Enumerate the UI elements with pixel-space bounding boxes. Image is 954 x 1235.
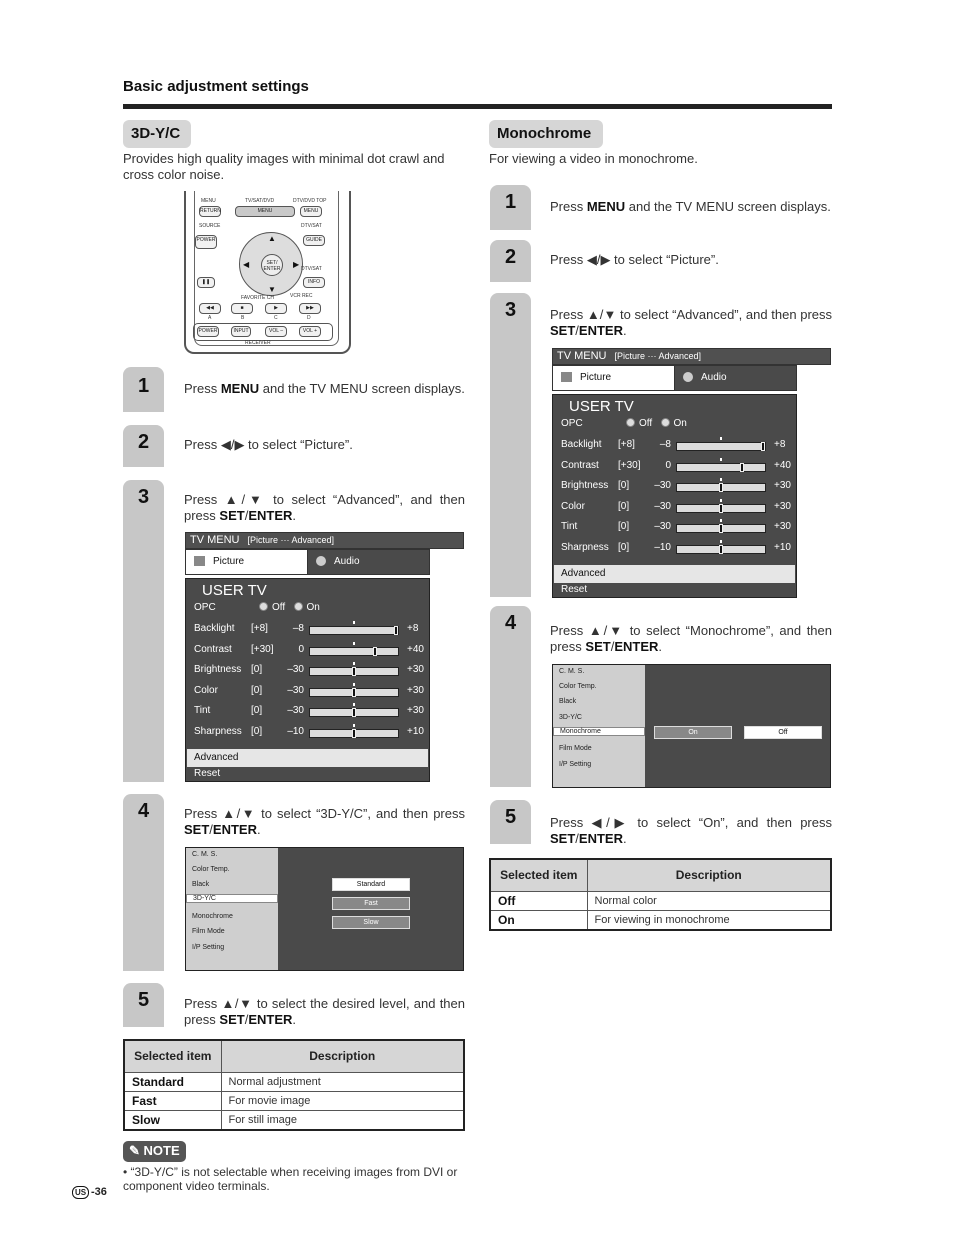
remote-label: A xyxy=(208,315,212,321)
slider-bar xyxy=(676,504,766,513)
user-tv-title: USER TV xyxy=(202,582,267,599)
slider-current: [0] xyxy=(618,521,630,532)
submenu-item: Black xyxy=(192,881,210,888)
slider-min: –8 xyxy=(659,439,671,450)
submenu-item-selected: 3D-Y/C xyxy=(186,894,278,903)
option-standard: Standard xyxy=(332,878,410,891)
tv-menu-screenshot xyxy=(552,348,831,598)
power-button: POWER xyxy=(195,235,217,249)
slider-current: [0] xyxy=(251,664,263,675)
slider-center-tick xyxy=(353,621,355,624)
tv-menu-tabs xyxy=(185,549,430,575)
step-number: 3 xyxy=(504,299,517,321)
section-tab-3dyc: 3D-Y/C xyxy=(123,120,191,148)
user-tv-panel: USER TV OPC Off On Backlight [+8] –8 +8 Contrast [+30] 0 +40 Brightness [0] –30 +30 Color [0] –30 +30 Tint [0] –30 +30 Sharpness [0] –10 +10 Advanced Reset xyxy=(185,578,430,782)
slider-bar xyxy=(309,647,399,656)
table-cell-value: For viewing in monochrome xyxy=(587,910,831,930)
slider-bar xyxy=(309,708,399,717)
table-header-row xyxy=(490,859,831,891)
tab-picture: Picture xyxy=(553,366,675,390)
step-text: Press ▲/▼ to select “Advanced”, and then press SET/ENTER. xyxy=(550,307,832,338)
slider-thumb xyxy=(352,688,356,697)
picture-icon xyxy=(561,372,572,382)
menu-item-reset: Reset xyxy=(194,768,221,779)
table-cell-key: Fast xyxy=(124,1091,221,1110)
page-header: Basic adjustment settings xyxy=(123,78,309,95)
step-text: Press MENU and the TV MENU screen displays. xyxy=(550,199,831,214)
intro-3dyc: Provides high quality images with minimal dot crawl and cross color noise. xyxy=(123,151,445,182)
slider-label: Contrast xyxy=(561,459,599,471)
remote-label: VCR REC xyxy=(290,293,313,299)
slider-thumb xyxy=(352,667,356,676)
receiver-power-button: POWER xyxy=(197,326,219,337)
arrow-left-icon: ◀ xyxy=(243,260,250,269)
submenu-item: 3D-Y/C xyxy=(559,714,582,721)
submenu-item: Color Temp. xyxy=(192,866,230,873)
slider-center-tick xyxy=(353,662,355,665)
slider-max: +10 xyxy=(774,541,791,553)
table-row xyxy=(124,1091,464,1110)
slider-current: [+8] xyxy=(251,623,268,634)
slider-label: Tint xyxy=(561,521,578,532)
submenu-item: Black xyxy=(559,698,577,705)
slider-center-tick xyxy=(720,437,722,440)
menu-item-advanced: Advanced xyxy=(554,565,795,583)
tab-audio: Audio xyxy=(675,366,796,390)
header-rule xyxy=(123,104,832,109)
slider-max: +30 xyxy=(774,480,791,491)
slider-min: –30 xyxy=(287,705,304,716)
slider-center-tick xyxy=(720,499,722,502)
menu-item-reset: Reset xyxy=(561,584,588,595)
slider-max: +40 xyxy=(407,643,424,655)
slider-label: Backlight xyxy=(194,623,235,634)
remote-label: DTV/SAT xyxy=(301,266,322,272)
slider-bar xyxy=(676,545,766,554)
slider-label: Color xyxy=(194,684,218,696)
step-text: Press ◀/▶ to select “Picture”. xyxy=(184,437,353,452)
menu-item-advanced: Advanced xyxy=(187,749,428,767)
step-number: 2 xyxy=(137,431,150,453)
slider-bar xyxy=(676,463,766,472)
slider-max: +8 xyxy=(407,623,419,634)
slider-label: Brightness xyxy=(561,480,609,491)
option-on: On xyxy=(654,726,732,739)
slider-bar xyxy=(676,483,766,492)
slider-current: [0] xyxy=(251,684,263,696)
dpad-icon xyxy=(239,232,303,296)
region-badge: US xyxy=(72,1186,89,1199)
slider-max: +30 xyxy=(774,521,791,532)
vol-down-button: VOL – xyxy=(265,326,287,337)
table-cell-value: Normal adjustment xyxy=(221,1072,464,1091)
step-text: Press ▲/▼ to select “Monochrome”, and then press SET/ENTER. xyxy=(550,623,832,654)
table-header-row xyxy=(124,1040,464,1072)
fast-forward-icon: ▶▶ xyxy=(299,303,321,314)
slider-max: +8 xyxy=(774,439,786,450)
step-bar xyxy=(123,480,164,782)
slider-thumb xyxy=(719,504,723,513)
step-bar xyxy=(123,367,164,412)
slider-current: [0] xyxy=(618,500,630,512)
table-header: Selected item xyxy=(490,859,587,891)
slider-thumb xyxy=(719,524,723,533)
slider-label: Sharpness xyxy=(561,541,609,553)
slider-current: [+30] xyxy=(251,643,274,655)
remote-label: RECEIVER xyxy=(245,340,271,346)
note-badge: ✎ NOTE xyxy=(123,1141,186,1162)
slider-current: [0] xyxy=(618,541,630,553)
slider-min: 0 xyxy=(665,459,671,471)
submenu-item: I/P Setting xyxy=(559,761,592,768)
table-header: Description xyxy=(587,859,831,891)
step-number: 2 xyxy=(504,246,517,268)
step-number: 5 xyxy=(504,806,517,828)
tab-picture: Picture xyxy=(186,550,308,574)
slider-center-tick xyxy=(353,724,355,727)
slider-label: Color xyxy=(561,500,585,512)
slider-thumb xyxy=(719,483,723,492)
submenu-item: C. M. S. xyxy=(559,668,585,675)
slider-bar xyxy=(309,729,399,738)
slider-label: Backlight xyxy=(561,439,602,450)
slider-current: [+30] xyxy=(618,459,641,471)
table-3dyc xyxy=(123,1039,465,1131)
table-cell-key: On xyxy=(490,910,587,930)
picture-icon xyxy=(194,556,205,566)
slider-bar xyxy=(309,688,399,697)
slider-min: –10 xyxy=(654,541,671,553)
tab-audio: Audio xyxy=(308,550,429,574)
rewind-icon: ◀◀ xyxy=(199,303,221,314)
slider-min: –10 xyxy=(287,725,304,737)
page-number: US -36 xyxy=(72,1186,107,1199)
arrow-up-icon: ▲ xyxy=(268,234,276,243)
table-cell-key: Standard xyxy=(124,1072,221,1091)
slider-bar xyxy=(309,626,399,635)
remote-label: FAVORITE CH xyxy=(241,295,274,301)
slider-center-tick xyxy=(353,703,355,706)
arrow-down-icon: ▼ xyxy=(268,285,276,294)
slider-max: +30 xyxy=(774,500,791,512)
tv-menu-title: TV MENU [Picture ··· Advanced] xyxy=(552,348,831,365)
submenu-list xyxy=(553,665,645,787)
info-button: INFO xyxy=(303,277,325,288)
slider-thumb xyxy=(761,442,765,451)
slider-max: +30 xyxy=(407,684,424,696)
slider-min: –30 xyxy=(654,521,671,532)
slider-min: –8 xyxy=(292,623,304,634)
slider-min: –30 xyxy=(287,684,304,696)
step-bar xyxy=(490,293,531,597)
submenu-item: I/P Setting xyxy=(192,944,225,951)
slider-current: [0] xyxy=(618,480,630,491)
slider-thumb xyxy=(373,647,377,656)
slider-current: [0] xyxy=(251,705,263,716)
stop-icon: ■ xyxy=(231,303,253,314)
remote-label: B xyxy=(241,315,245,321)
step-number: 5 xyxy=(137,989,150,1011)
step-bar xyxy=(490,240,531,282)
remote-label: TV/SAT/DVD xyxy=(245,198,275,204)
menu-button-right: MENU xyxy=(300,206,322,217)
play-icon: ▶ xyxy=(265,303,287,314)
step-bar xyxy=(490,606,531,787)
slider-current: [+8] xyxy=(618,439,635,450)
radio-off-icon xyxy=(259,602,268,611)
return-button: RETURN xyxy=(199,206,221,217)
tv-menu-tabs xyxy=(552,365,797,391)
pause-icon: ❚❚ xyxy=(197,277,215,288)
guide-button: GUIDE xyxy=(303,235,325,246)
step-text: Press ◀/▶ to select “Picture”. xyxy=(550,252,719,267)
table-cell-key: Slow xyxy=(124,1110,221,1130)
set-enter-button: SET/ ENTER xyxy=(261,254,283,276)
slider-label: Brightness xyxy=(194,664,242,675)
slider-min: –30 xyxy=(287,664,304,675)
table-row xyxy=(124,1072,464,1091)
intro-monochrome: For viewing a video in monochrome. xyxy=(489,151,698,166)
step-bar xyxy=(490,185,531,230)
slider-label: Tint xyxy=(194,705,211,716)
note-text: • “3D-Y/C” is not selectable when receiving images from DVI or component video terminals. xyxy=(123,1165,458,1193)
slider-bar xyxy=(676,442,766,451)
table-monochrome xyxy=(489,858,832,931)
slider-max: +10 xyxy=(407,725,424,737)
slider-center-tick xyxy=(353,642,355,645)
radio-on-icon xyxy=(294,602,303,611)
step-number: 1 xyxy=(137,375,150,397)
step-bar xyxy=(123,983,164,1027)
step-text: Press MENU and the TV MENU screen displays. xyxy=(184,381,465,396)
slider-center-tick xyxy=(720,458,722,461)
table-row xyxy=(490,910,831,930)
slider-label: Contrast xyxy=(194,643,232,655)
slider-max: +30 xyxy=(407,664,424,675)
tv-menu-screenshot xyxy=(185,532,464,782)
vol-up-button: VOL + xyxy=(299,326,321,337)
slider-bar xyxy=(676,524,766,533)
table-row xyxy=(124,1110,464,1130)
slider-center-tick xyxy=(353,683,355,686)
table-header: Selected item xyxy=(124,1040,221,1072)
slider-thumb xyxy=(352,729,356,738)
step-text: Press ▲/▼ to select the desired level, and then press SET/ENTER. xyxy=(184,996,465,1027)
submenu-item: C. M. S. xyxy=(192,851,218,858)
slider-thumb xyxy=(394,626,398,635)
audio-icon xyxy=(316,556,326,566)
step-text: Press ▲/▼ to select “3D-Y/C”, and then press SET/ENTER. xyxy=(184,806,465,837)
table-cell-value: For movie image xyxy=(221,1091,464,1110)
step-number: 1 xyxy=(504,191,517,213)
remote-label: MENU xyxy=(201,198,216,204)
step-number: 4 xyxy=(137,800,150,822)
arrow-right-icon: ▶ xyxy=(293,260,300,269)
section-tab-monochrome: Monochrome xyxy=(489,120,603,148)
slider-bar xyxy=(309,667,399,676)
option-fast: Fast xyxy=(332,897,410,910)
slider-min: 0 xyxy=(298,643,304,655)
user-tv-title: USER TV xyxy=(569,398,634,415)
slider-max: +30 xyxy=(407,705,424,716)
table-cell-value: For still image xyxy=(221,1110,464,1130)
step-bar xyxy=(490,800,531,844)
remote-illustration xyxy=(184,191,351,354)
slider-center-tick xyxy=(720,540,722,543)
advanced-submenu-monochrome xyxy=(552,664,831,788)
remote-label: D xyxy=(307,315,311,321)
table-row xyxy=(490,891,831,910)
table-header: Description xyxy=(221,1040,464,1072)
remote-label: SOURCE xyxy=(199,223,221,229)
slider-max: +40 xyxy=(774,459,791,471)
slider-min: –30 xyxy=(654,500,671,512)
step-text: Press ▲/▼ to select “Advanced”, and then press SET/ENTER. xyxy=(184,492,465,523)
remote-label: DTV/DVD TOP xyxy=(293,198,327,204)
menu-button: MENU xyxy=(235,206,295,217)
input-button: INPUT xyxy=(231,326,251,337)
submenu-list xyxy=(186,848,278,970)
step-number: 4 xyxy=(504,612,517,634)
table-cell-key: Off xyxy=(490,891,587,910)
submenu-item: Film Mode xyxy=(192,928,225,935)
step-bar xyxy=(123,794,164,971)
slider-center-tick xyxy=(720,478,722,481)
step-bar xyxy=(123,425,164,467)
remote-label: C xyxy=(274,315,278,321)
user-tv-panel: USER TV OPC Off On Backlight [+8] –8 +8 Contrast [+30] 0 +40 Brightness [0] –30 +30 Color [0] –30 +30 Tint [0] –30 +30 Sharpness [0] –10 +10 Advanced Reset xyxy=(552,394,797,598)
submenu-item: Monochrome xyxy=(192,913,233,920)
step-text: Press ◀/▶ to select “On”, and then press SET/ENTER. xyxy=(550,815,832,846)
submenu-item-selected: Monochrome xyxy=(553,727,645,736)
slider-thumb xyxy=(740,463,744,472)
radio-on-icon xyxy=(661,418,670,427)
table-cell-value: Normal color xyxy=(587,891,831,910)
advanced-submenu-3dyc xyxy=(185,847,464,971)
slider-thumb xyxy=(719,545,723,554)
slider-thumb xyxy=(352,708,356,717)
slider-label: Sharpness xyxy=(194,725,242,737)
audio-icon xyxy=(683,372,693,382)
submenu-item: Color Temp. xyxy=(559,683,597,690)
radio-off-icon xyxy=(626,418,635,427)
slider-min: –30 xyxy=(654,480,671,491)
slider-center-tick xyxy=(720,519,722,522)
slider-current: [0] xyxy=(251,725,263,737)
remote-label: DTV/SAT xyxy=(301,223,322,229)
option-off: Off xyxy=(744,726,822,739)
step-number: 3 xyxy=(137,486,150,508)
submenu-item: Film Mode xyxy=(559,745,592,752)
option-slow: Slow xyxy=(332,916,410,929)
pencil-icon: ✎ xyxy=(129,1143,140,1158)
tv-menu-title: TV MENU [Picture ··· Advanced] xyxy=(185,532,464,549)
